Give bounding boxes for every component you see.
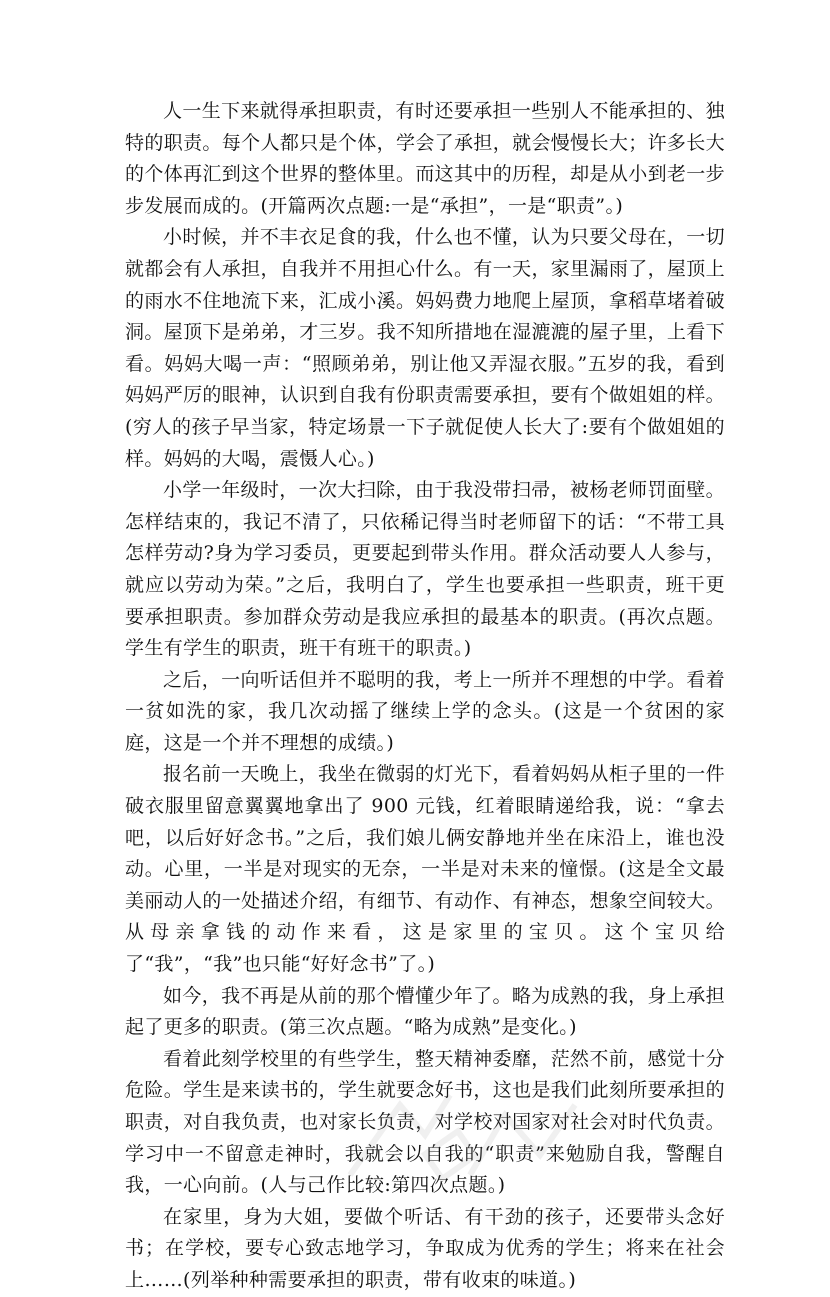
paragraph-6: 如今，我不再是从前的那个懵懂少年了。略为成熟的我，身上承担起了更多的职责。(第三次点题。“略为成熟”是变化。): [125, 984, 725, 1039]
paragraph-8: 在家里，身为大姐，要做个听话、有干劲的孩子，还要带头念好书；在学校，要专心致志地学习，争取成为优秀的学生；将来在社会上……(列举种种需要承担的职责，带有收束的味道。): [125, 1205, 725, 1291]
document-body: [125, 96, 725, 1297]
paragraph-1: 人一生下来就得承担职责，有时还要承担一些别人不能承担的、独特的职责。每个人都只是个体，学会了承担，就会慢慢长大；许多长大的个体再汇到这个世界的整体里。而这其中的历程，却是从小到老一步步发展而成的。(开篇两次点题:一是“承担”，一是“职责”。): [125, 100, 725, 217]
paragraph-5: 报名前一天晚上，我坐在微弱的灯光下，看着妈妈从柜子里的一件破衣服里留意翼翼地拿出了 900 元钱，红着眼睛递给我，说：“拿去吧，以后好好念书。”之后，我们娘儿俩安静地并坐在床沿上，谁也没动。心里，一半是对现实的无奈，一半是对未来的憧憬。(这是全文最美丽动人的一处描述介绍，有细节、有动作、有神态，想象空间较大。从母亲拿钱的动作来看，这是家里的宝贝。这个宝贝给了“我”，“我”也只能“好好念书”了。): [125, 763, 725, 976]
paragraph-2: 小时候，并不丰衣足食的我，什么也不懂，认为只要父母在，一切就都会有人承担，自我并不用担心什么。有一天，家里漏雨了，屋顶上的雨水不住地流下来，汇成小溪。妈妈费力地爬上屋顶，拿稻草堵着破洞。屋顶下是弟弟，才三岁。我不知所措地在湿漉漉的屋子里，上看下看。妈妈大喝一声：“照顾弟弟，别让他又弄湿衣服。”五岁的我，看到妈妈严厉的眼神，认识到自我有份职责需要承担，要有个做姐姐的样。(穷人的孩子早当家，特定场景一下子就促使人长大了:要有个做姐姐的样。妈妈的大喝，震慑人心。): [125, 226, 725, 470]
paragraph-7: 看着此刻学校里的有些学生，整天精神委靡，茫然不前，感觉十分危险。学生是来读书的，学生就要念好书，这也是我们此刻所要承担的职责，对自我负责，也对家长负责，对学校对国家对社会对时代负责。学习中一不留意走神时，我就会以自我的“职责”来勉励自我，警醒自我，一心向前。(人与己作比较:第四次点题。): [125, 1047, 725, 1197]
paragraph-3: 小学一年级时，一次大扫除，由于我没带扫帚，被杨老师罚面壁。怎样结束的，我记不清了，只依稀记得当时老师留下的话：“不带工具怎样劳动?身为学习委员，更要起到带头作用。群众活动要人人参与，就应以劳动为荣。”之后，我明白了，学生也要承担一些职责，班干更要承担职责。参加群众劳动是我应承担的最基本的职责。(再次点题。学生有学生的职责，班干有班干的职责。): [125, 479, 725, 660]
paragraph-4: 之后，一向听话但并不聪明的我，考上一所并不理想的中学。看着一贫如洗的家，我几次动摇了继续上学的念头。(这是一个贫困的家庭，这是一个并不理想的成绩。): [125, 668, 725, 754]
